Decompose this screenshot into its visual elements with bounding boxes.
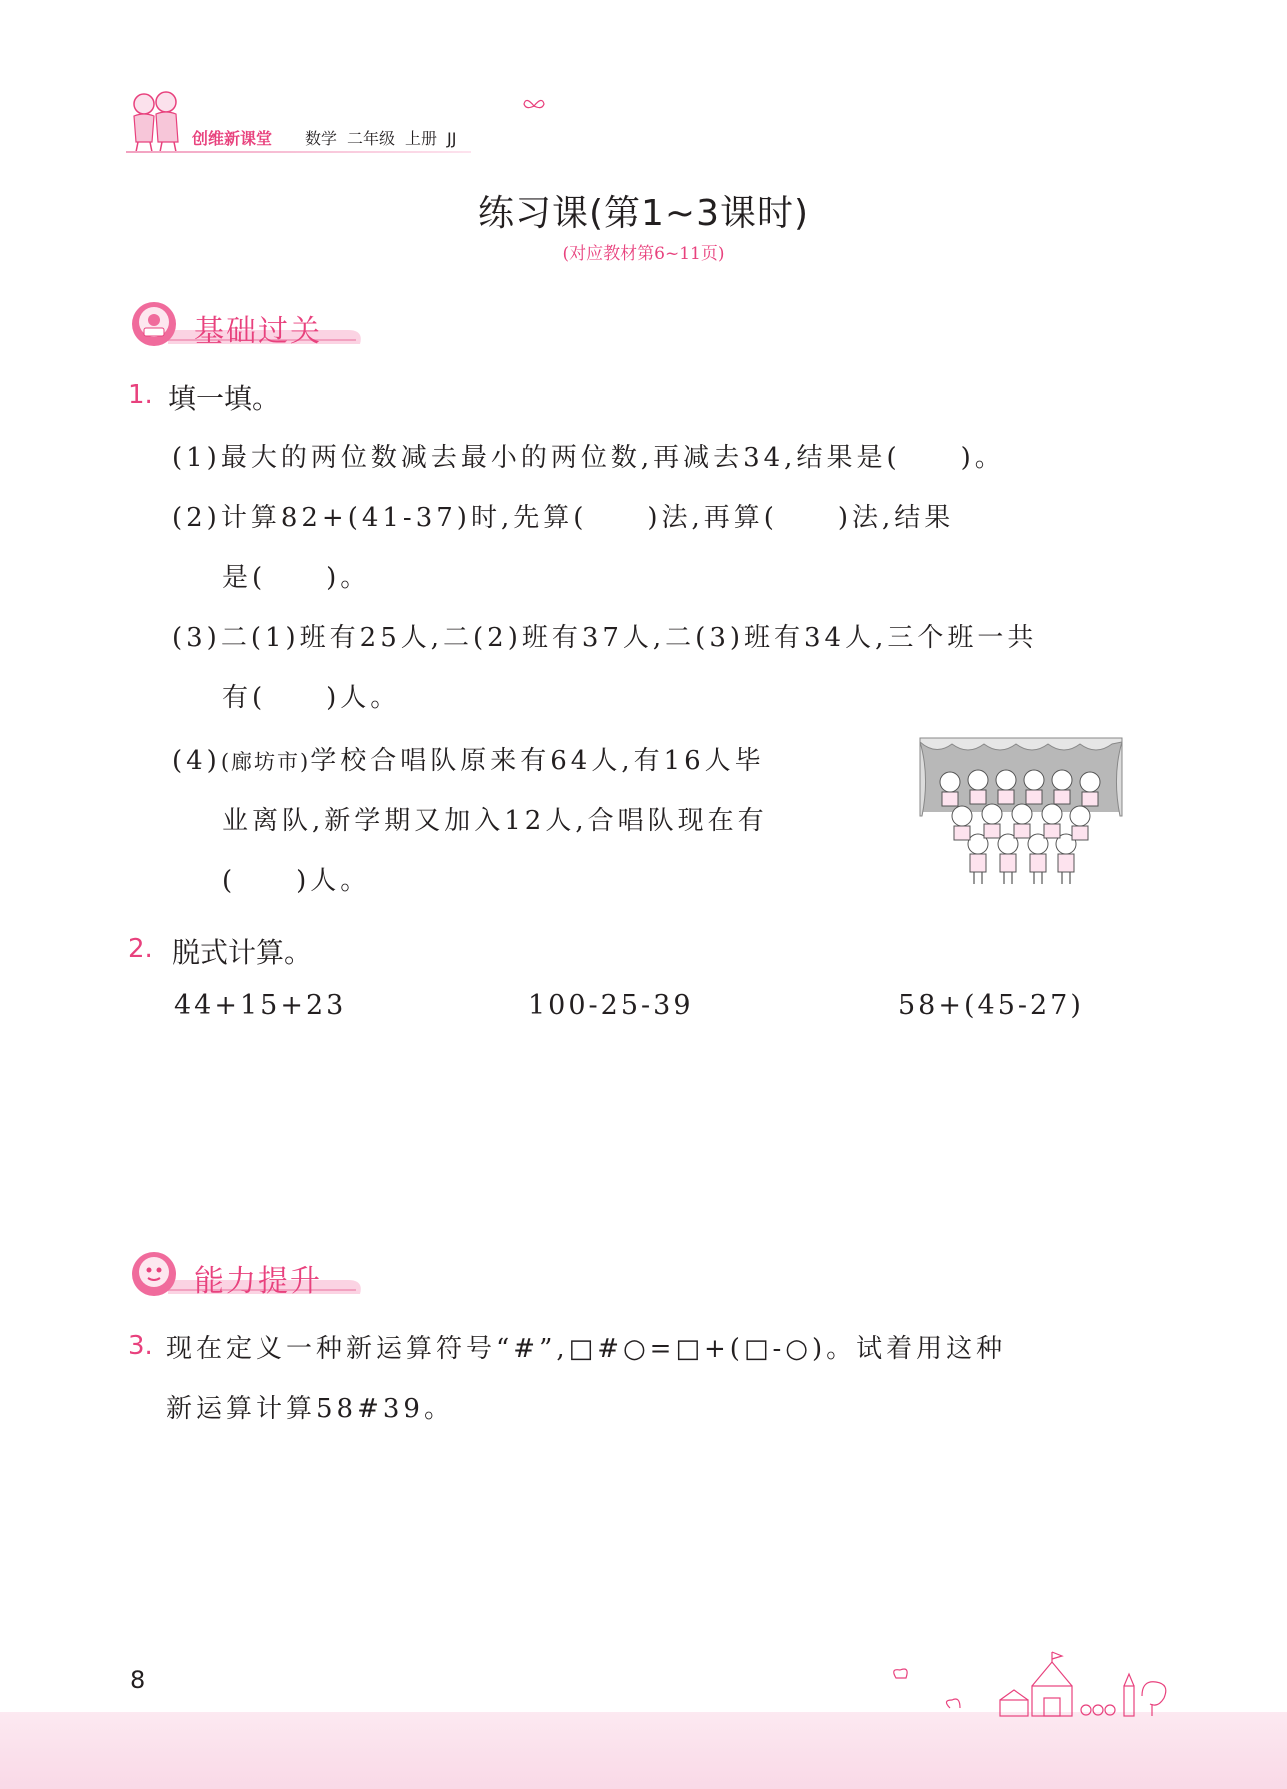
question-2-title: 脱式计算。 — [172, 936, 313, 969]
page-number: 8 — [130, 1666, 146, 1694]
question-1-number: 1. — [128, 380, 153, 410]
question-3-line2: 新运算计算58#39。 — [166, 1394, 454, 1424]
q1-part3-line2: 有( )人。 — [222, 683, 401, 713]
q1-part4-region: (廊坊市) — [220, 750, 311, 774]
section-banner-basic — [128, 300, 368, 348]
section-label-basic: 基础过关 — [194, 314, 322, 349]
calc-expression-3: 58+(45-27) — [898, 990, 1084, 1021]
header-subject: 数学 — [305, 129, 338, 148]
header-brand: 创维新课堂 — [192, 129, 273, 148]
q1-part3-line1: (3)二(1)班有25人,二(2)班有37人,二(3)班有34人,三个班一共 — [172, 623, 1038, 653]
header-underline — [126, 151, 471, 153]
q1-part2-line2: 是( )。 — [222, 563, 371, 593]
q1-part4-line2: 业离队,新学期又加入12人,合唱队现在有 — [222, 806, 768, 836]
q1-part4-text: 学校合唱队原来有64人,有16人毕 — [310, 746, 765, 776]
header-kids-logo — [126, 86, 186, 156]
q1-part4-line3: ( )人。 — [222, 866, 371, 896]
castle-decoration-icon — [880, 1650, 1180, 1720]
question-2-number: 2. — [128, 934, 153, 964]
q1-part1: (1)最大的两位数减去最小的两位数,再减去34,结果是( )。 — [172, 443, 1005, 473]
q1-part4-prefix: (4) — [172, 746, 221, 776]
header-book-info — [305, 126, 466, 149]
page-subtitle: (对应教材第6~11页) — [562, 244, 725, 264]
header-volume: 上册 — [405, 129, 438, 148]
page-title: 练习课(第1~3课时) — [477, 193, 810, 234]
section-banner-advanced — [128, 1250, 368, 1298]
header-grade: 二年级 — [347, 129, 396, 148]
q1-part2-line1: (2)计算82+(41-37)时,先算( )法,再算( )法,结果 — [172, 503, 955, 533]
calc-expression-1: 44+15+23 — [174, 990, 347, 1021]
q1-part4-line1 — [172, 740, 765, 777]
calc-expression-2: 100-25-39 — [528, 990, 694, 1021]
header-edition: JJ — [447, 129, 457, 148]
question-3-line1: 现在定义一种新运算符号“#”,□#○=□+(□-○)。试着用这种 — [166, 1334, 1007, 1364]
question-3-number: 3. — [128, 1331, 153, 1361]
question-1-title: 填一填。 — [168, 382, 281, 415]
choir-illustration — [916, 736, 1126, 888]
section-label-advanced: 能力提升 — [194, 1264, 322, 1299]
butterfly-icon — [522, 96, 546, 116]
footer-band — [0, 1712, 1287, 1789]
